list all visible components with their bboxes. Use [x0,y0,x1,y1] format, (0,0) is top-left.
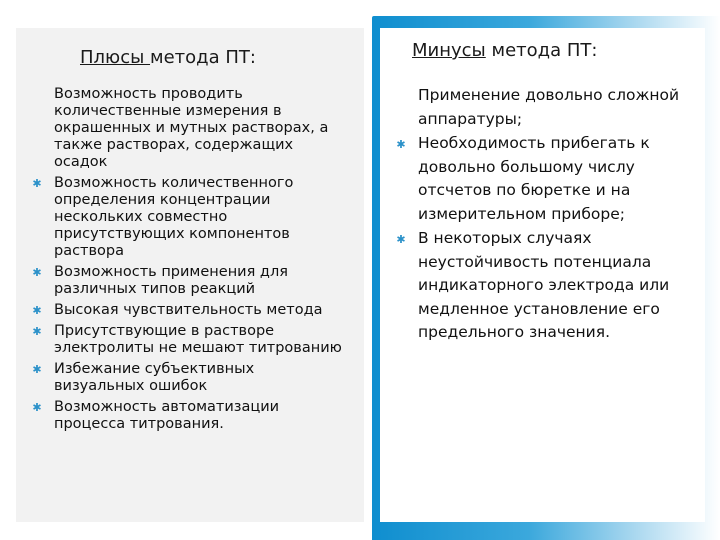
pros-item [30,361,346,395]
pros-item [30,399,346,433]
asterisk-bullet-icon: ✱ [396,138,406,151]
asterisk-bullet-icon: ✱ [32,266,42,279]
asterisk-bullet-icon: ✱ [32,401,42,414]
asterisk-bullet-icon: ✱ [32,325,42,338]
pros-title-underlined: Плюсы [80,47,151,68]
pros-title-rest: метода ПТ: [150,47,256,68]
cons-item [394,84,710,131]
pros-item-text: Возможность применения для различных типов реакций [54,264,288,297]
pros-item-text: Возможность проводить количественные измерения в окрашенных и мутных растворах, а также растворах, содержащих осадок [54,86,329,170]
asterisk-bullet-icon: ✱ [32,177,42,190]
cons-item [394,227,710,345]
pros-item [30,264,346,298]
asterisk-bullet-icon: ✱ [396,233,406,246]
pros-item-text: Возможность автоматизации процесса титрования. [54,399,280,432]
pros-list [30,86,346,437]
cons-title-rest: метода ПТ: [485,40,598,61]
cons-title [412,40,597,61]
pros-item [30,323,346,357]
pros-title [80,47,256,68]
cons-title-underlined: Минусы [412,40,486,61]
pros-item-text: Избежание субъективных визуальных ошибок [54,361,255,394]
cons-item-text: Применение довольно сложной аппаратуры; [418,86,680,128]
cons-item [394,132,710,226]
cons-item-text: Необходимость прибегать к довольно большому числу отсчетов по бюретке и на измерительном приборе; [418,134,650,223]
pros-item-text: Высокая чувствительность метода [54,302,323,318]
cons-list [394,84,710,346]
pros-item [30,86,346,171]
pros-item [30,175,346,260]
pros-item [30,302,346,319]
cons-item-text: В некоторых случаях неустойчивость потенциала индикаторного электрода или медленное установление его предельного значения. [418,229,670,341]
asterisk-bullet-icon: ✱ [32,304,42,317]
pros-item-text: Присутствующие в растворе электролиты не мешают титрованию [54,323,342,356]
asterisk-bullet-icon: ✱ [32,363,42,376]
pros-item-text: Возможность количественного определения концентрации нескольких совместно присутствующих компонентов раствора [54,175,294,259]
